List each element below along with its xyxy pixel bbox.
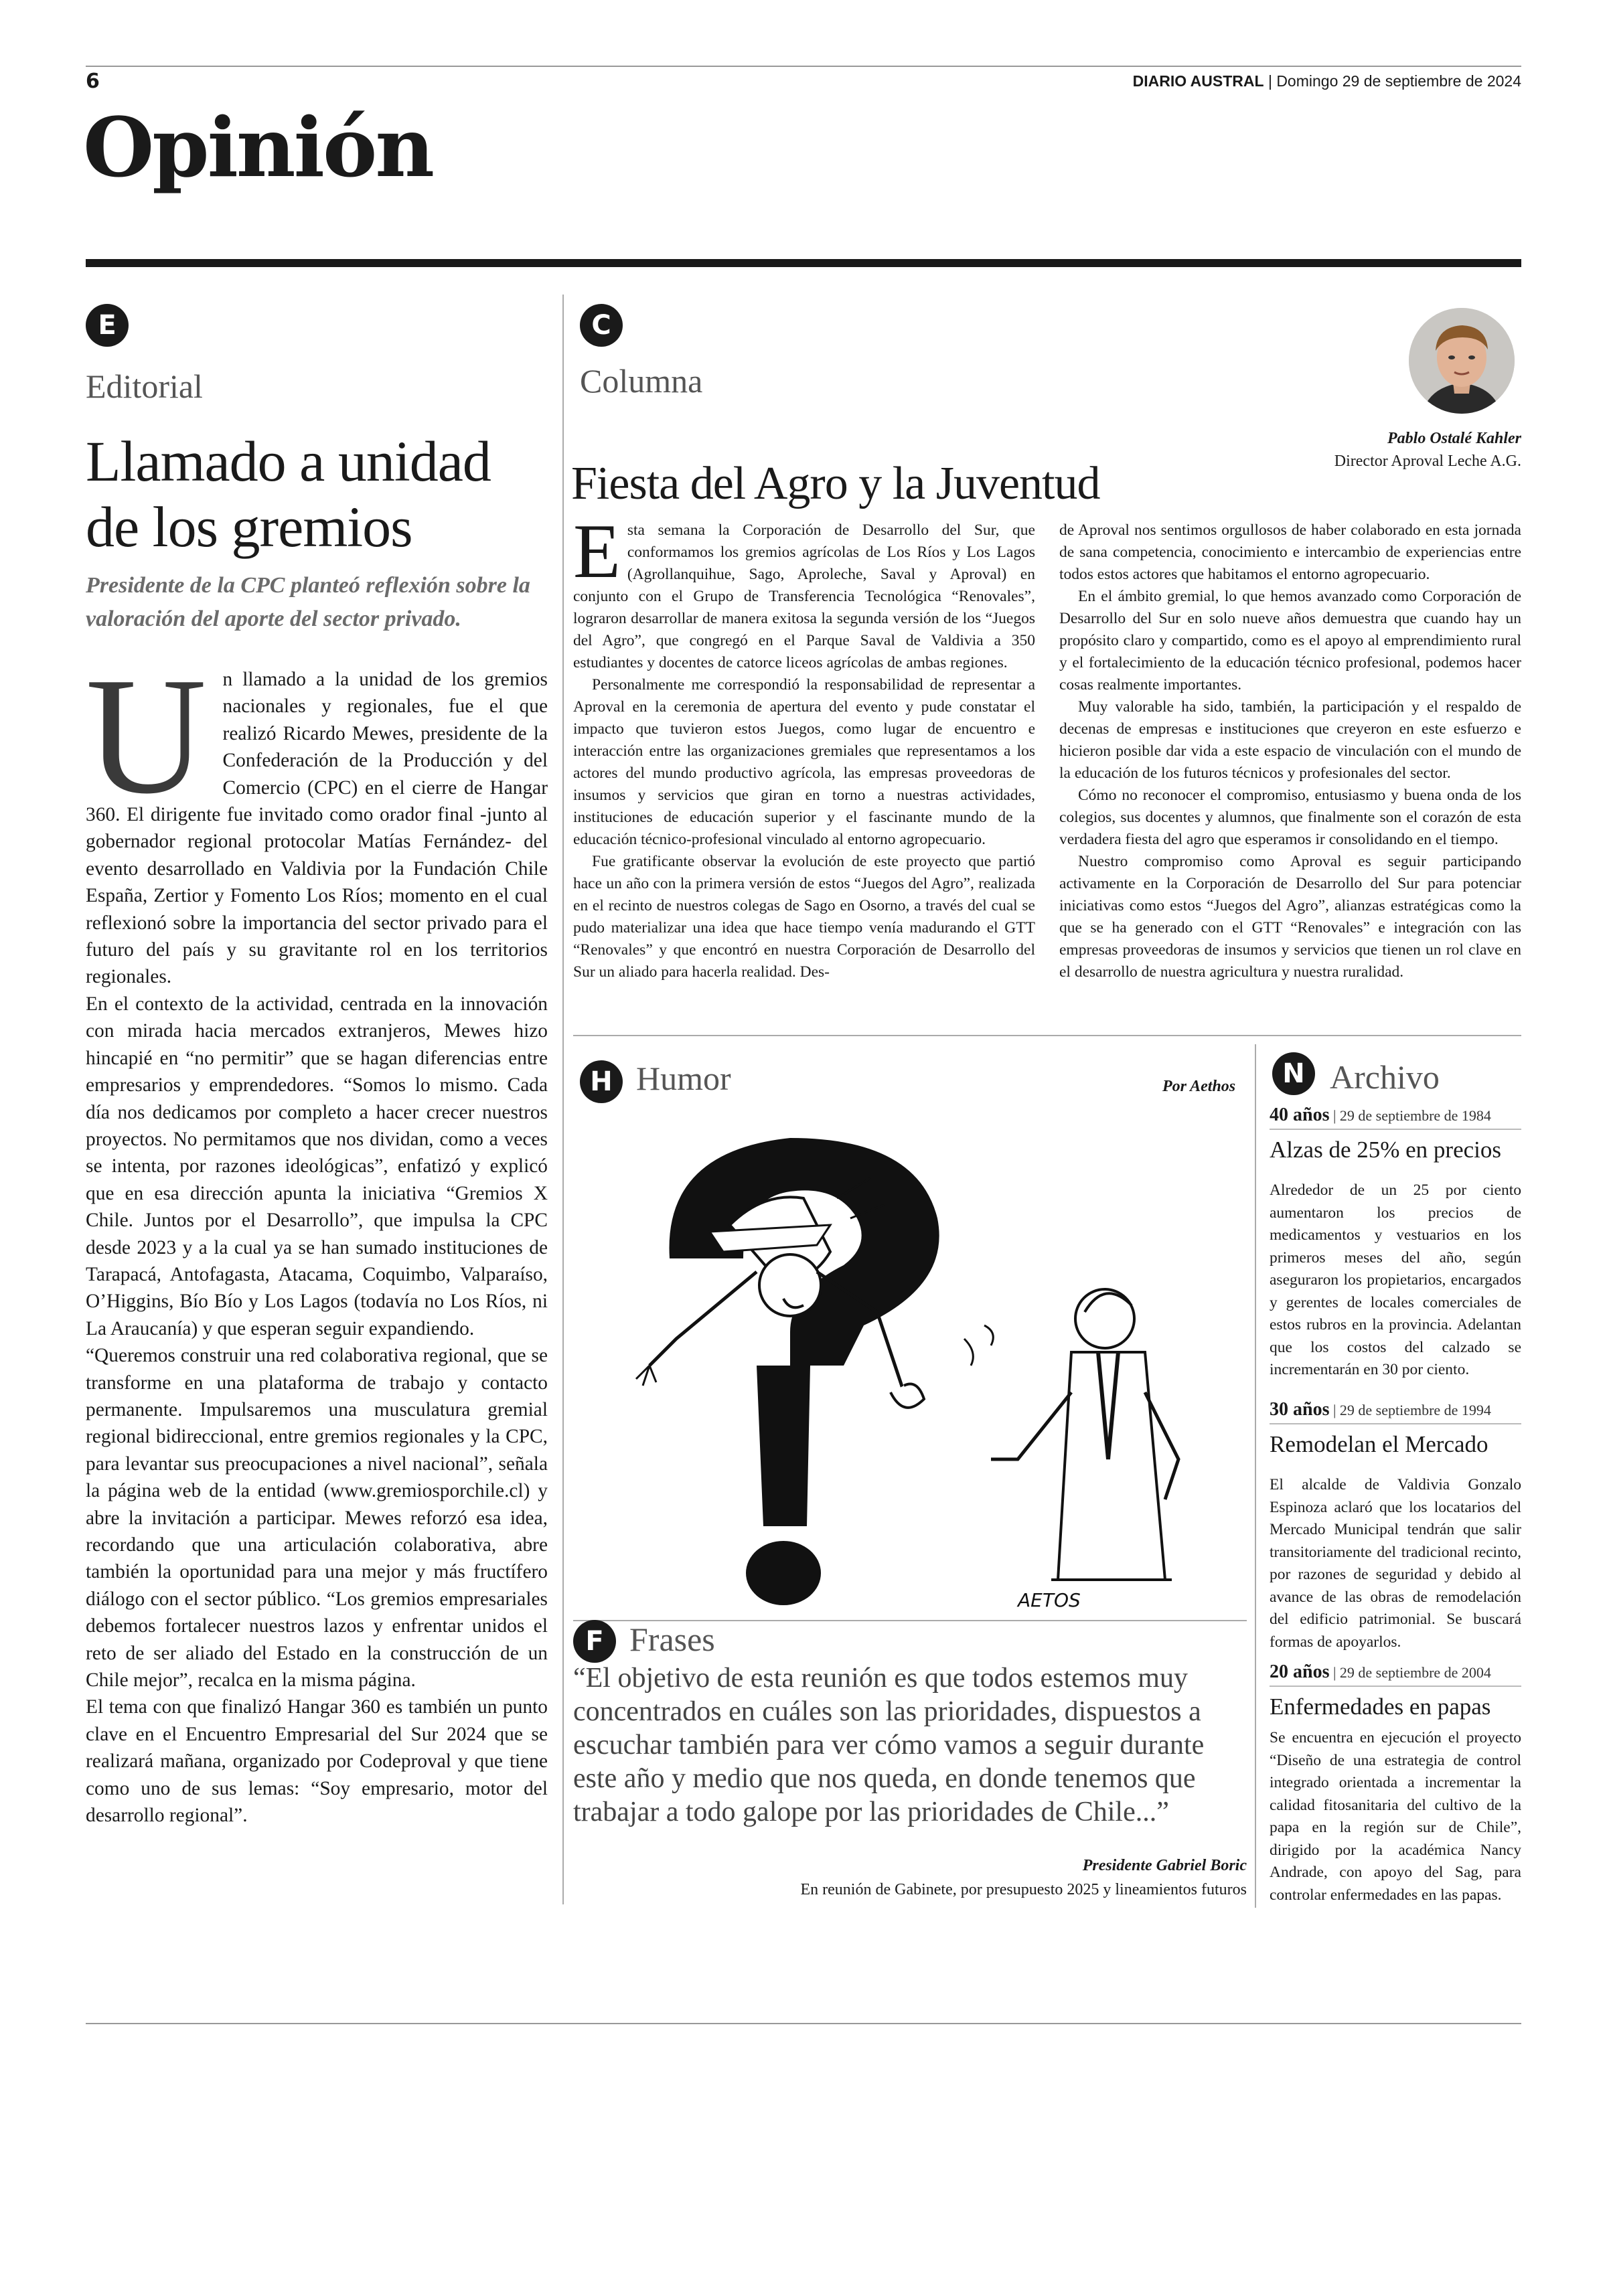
humor-label: Humor xyxy=(636,1060,731,1097)
columna-paragraph: Muy valorable ha sido, también, la participación y el respaldo de decenas de empresas e instituciones que creyeron en este esfuerzo e hicieron posible dar vida a este espacio de vinculación con el mundo de la educación de los futuros técnicos y profesionales del sector. xyxy=(1059,698,1521,782)
columna-paragraph: Personalmente me correspondió la responsabilidad de representar a Aproval en la ceremonia de apertura del evento y pude constatar el impacto que tuvieron estos Juegos, como lugar de encuentro e interacción entre las organizaciones gremiales que representamos a los actores del mundo productivo agrícola, las empresas proveedoras de insumos y servicios que giran en torno a nuestras actividades, instituciones de educación superior y el fascinante mundo de la educación técnico-profesional vinculado al entorno agropecuario. xyxy=(573,676,1035,848)
archivo-title: Alzas de 25% en precios xyxy=(1270,1137,1501,1163)
archivo-item-dateline xyxy=(1270,1104,1521,1130)
archivo-body: Se encuentra en ejecución el proyecto “Diseño de una estrategia de control integrado orientada a incrementar la calidad fitosanitaria del cultivo de la papa en la región sur de Chile”, dirigido por la académica Nancy Andrade, con apoyo del Sag, para controlar enfermedades en las papas. xyxy=(1270,1729,1521,1904)
cartoon-signature: AETOS xyxy=(1018,1589,1081,1611)
columna-label: Columna xyxy=(580,362,703,400)
columna-paragraph: Nuestro compromiso como Aproval es seguir participando activamente en la Corporación de Desarrollo del Sur para potenciar iniciativas como estos “Juegos del Agro”, alianzas estratégicas como la que se ha generado con el GTT “Renovales” e integración con las empresas proveedoras de insumos y servicios que tienen un rol clave en el desarrollo de nuestra agricultura y nuestra ruralidad. xyxy=(1059,853,1521,981)
archivo-item xyxy=(1270,1661,1521,1906)
archivo-years: 30 años xyxy=(1270,1399,1330,1420)
archivo-date: 29 de septiembre de 1994 xyxy=(1339,1402,1491,1418)
columna-badge: C xyxy=(580,304,623,347)
editorial-paragraph: El tema con que finalizó Hangar 360 es también un punto clave en el Encuentro Empresarial del Sur 2024 que se realizará mañana, organizado por Codeproval y que tiene como uno de sus lemas: “Soy empresario, motor del desarrollo regional”. xyxy=(86,1696,548,1827)
columna-body-col2 xyxy=(1059,519,1521,983)
editorial-label: Editorial xyxy=(86,367,203,405)
columna-headline: Fiesta del Agro y la Juventud xyxy=(571,458,1100,509)
archivo-divider xyxy=(1255,1044,1256,1908)
columna-paragraph: En el ámbito gremial, lo que hemos avanzado como Corporación de Desarrollo del Sur en solo nueve años demuestra que cuando hay un propósito claro y compartido, como es el apoyo al emprendimiento rural y el fortalecimiento de la educación técnico profesional, podemos hacer cosas realmente importantes. xyxy=(1059,588,1521,693)
archivo-body: Alrededor de un 25 por ciento aumentaron los precios de medicamentos y vestuarios en los primeros meses del año, según aseguraron los propietarios, encargados y gerentes de locales comerciales de estos rubros en la provincia. Adelantan que los costos del calzado se incrementarán en 30 por ciento. xyxy=(1270,1181,1521,1378)
columna-dropcap: E xyxy=(573,509,621,594)
archivo-title: Enfermedades en papas xyxy=(1270,1694,1491,1720)
archivo-years: 40 años xyxy=(1270,1104,1330,1125)
frases-quote: “El objetivo de esta reunión es que todos estemos muy concentrados en cuáles son las prioridades, dispuestos a escuchar también para ver cómo vamos a seguir durante este año y medio que nos queda, en donde tenemos que trabajar a todo galope por las prioridades de Chile...” xyxy=(573,1663,1205,1827)
editorial-subheadline: Presidente de la CPC planteó reflexión sobre la valoración del aporte del sector privado. xyxy=(86,573,530,631)
archivo-item-dateline xyxy=(1270,1661,1521,1687)
humor-badge: H xyxy=(580,1060,623,1103)
cartoon-illustration-icon xyxy=(589,1111,1252,1620)
archivo-badge: N xyxy=(1272,1052,1315,1095)
columna-body-col1 xyxy=(573,509,1035,983)
author-role: Director Aproval Leche A.G. xyxy=(1334,453,1521,470)
archivo-item xyxy=(1270,1399,1521,1653)
frases-label: Frases xyxy=(629,1621,715,1658)
frases-context: En reunión de Gabinete, por presupuesto 2025 y lineamientos futuros xyxy=(800,1881,1247,1898)
editorial-paragraph: En el contexto de la actividad, centrada en la innovación con mirada hacia mercados extranjeros, Mewes hizo hincapié en “no permitir” que se hagan diferencias entre empresarios y emprendedores. “Somos lo mismo. Cada día nos dedicamos por completo a hacer crecer nuestros proyectos. No permitamos que nos dividan, como a veces se intenta, por razones ideológicas”, enfatizó y explicó que en esa dirección apunta la iniciativa “Gremios X Chile. Juntos por el Desarrollo”, que impulsa la CPC desde 2023 y a la cual ya se han sumado instituciones de Tarapacá, Antofagasta, Atacama, Coquimbo, Valparaíso, O’Higgins, Bío Bío y Los Lagos (todavía no Los Ríos, ni La Araucanía) y que esperan seguir expandiendo. xyxy=(86,993,548,1339)
headline-line-1: Llamado a unidad xyxy=(86,429,491,493)
editorial-paragraph: “Queremos construir una red colaborativa regional, que se transforme en una plataforma de trabajo y contacto permanente. Impulsaremos una musculatura gremial regional bidireccional, entre gremios regionales y la CPC, para levantar sus preocupaciones a nivel nacional”, señala la página web de la entidad (www.gremiosporchile.cl) y abre la invitación a participar. Mewes reforzó esa idea, recordando que una articulación colaborativa, abre también la oportunidad para una mejor y más fructífero diálogo con el sector público. “Los gremios empresariales debemos fortalecer nuestros lazos y enfrentar unidos el reto de ser aliado del Estado en la construcción de un Chile mejor”, recalca en la misma página. xyxy=(86,1345,548,1692)
section-title: Opinión xyxy=(83,99,433,195)
editorial-dropcap: U xyxy=(86,643,207,829)
author-name: Pablo Ostalé Kahler xyxy=(1387,430,1521,447)
column-divider xyxy=(562,295,564,1904)
archivo-date-sep: | xyxy=(1329,1107,1340,1124)
newspaper-name: DIARIO AUSTRAL xyxy=(1132,72,1264,90)
archivo-label: Archivo xyxy=(1330,1058,1440,1096)
author-avatar xyxy=(1409,308,1515,414)
headline-line-2: de los gremios xyxy=(86,495,412,559)
archivo-body: El alcalde de Valdivia Gonzalo Espinoza aclaró que los locatarios del Mercado Municipal tendrán que salir transitoriamente del tradicional recinto, por razones de seguridad y debido al avance de las obras de remodelación del edificio patrimonial. Se buscará formas de apoyarlos. xyxy=(1270,1476,1521,1651)
footer-rule xyxy=(86,2023,1521,2024)
editorial-paragraph: n llamado a la unidad de los gremios nacionales y regionales, fue el que realizó Ricardo Mewes, presidente de la Confederación de la Producción y del Comercio (CPC) en el cierre de Hangar 360. El dirigente fue invitado como orador final -junto al gobernador regional protocolar Matías Fernández- del evento desarrollado en Valdivia por la Fundación Chile España, Zertior y Fomento Los Ríos; momento en el cual reflexionó sobre la importancia del sector privado para el futuro del país y su gravitante rol en los territorios regionales. xyxy=(86,669,548,988)
humor-byline: Por Aethos xyxy=(1162,1078,1236,1095)
archivo-item-dateline xyxy=(1270,1399,1521,1424)
archivo-date: 29 de septiembre de 2004 xyxy=(1339,1664,1491,1681)
columna-paragraph: de Aproval nos sentimos orgullosos de haber colaborado en esta jornada de sana competencia, conocimiento e intercambio de experiencias entre todos estos actores que habitamos el entorno agropecuario. xyxy=(1059,521,1521,583)
separator: | xyxy=(1268,72,1277,90)
author-portrait-icon xyxy=(1409,308,1515,414)
archivo-title: Remodelan el Mercado xyxy=(1270,1431,1488,1457)
issue-date: Domingo 29 de septiembre de 2024 xyxy=(1276,72,1521,90)
editorial-badge: E xyxy=(86,304,129,347)
section-thick-rule xyxy=(86,259,1521,267)
archivo-years: 20 años xyxy=(1270,1661,1330,1682)
columna-paragraph: Cómo no reconocer el compromiso, entusiasmo y buena onda de los colegios, sus docentes y alumnos, que finalmente son el corazón de esta verdadera fiesta del agro que esperamos ir consolidando en el tiempo. xyxy=(1059,787,1521,848)
columna-paragraph: sta semana la Corporación de Desarrollo del Sur, que conformamos los gremios agrícolas de Los Ríos y Los Lagos (Agrollanquihue, Sago, Aproleche, Saval y Aproval) en conjunto con el Grupo de Transferencia Tecnológica “Renovales”, lograron desarrollar de manera exitosa la segunda versión de los “Juegos del Agro”, que congregó en el Parque Saval de Valdivia a 350 estudiantes y docentes de catorce liceos agrícolas de ambas regiones. xyxy=(573,521,1035,671)
archivo-date: 29 de septiembre de 1984 xyxy=(1339,1107,1491,1124)
archivo-date-sep: | xyxy=(1329,1664,1340,1681)
frases-attribution: Presidente Gabriel Boric xyxy=(1082,1857,1247,1874)
top-rule xyxy=(86,66,1521,67)
masthead-line xyxy=(1133,72,1521,90)
editorial-headline xyxy=(86,428,554,560)
archivo-item xyxy=(1270,1104,1521,1382)
editorial-body xyxy=(86,643,548,1829)
frases-badge: F xyxy=(573,1620,616,1663)
columna-paragraph: Fue gratificante observar la evolución de este proyecto que partió hace un año con la primera versión de estos “Juegos del Agro”, realizada en el recinto de nuestros colegas de Sago en Osorno, a través del cual se pudo materializar una idea que hace tiempo venía madurando el GTT “Renovales” y que encontró en nuestra Corporación de Desarrollo del Sur un aliado para hacerla realidad. Des- xyxy=(573,853,1035,981)
columna-bottom-rule xyxy=(573,1035,1521,1036)
cartoon xyxy=(589,1111,1252,1620)
archivo-date-sep: | xyxy=(1329,1402,1340,1418)
page-number: 6 xyxy=(86,70,100,93)
